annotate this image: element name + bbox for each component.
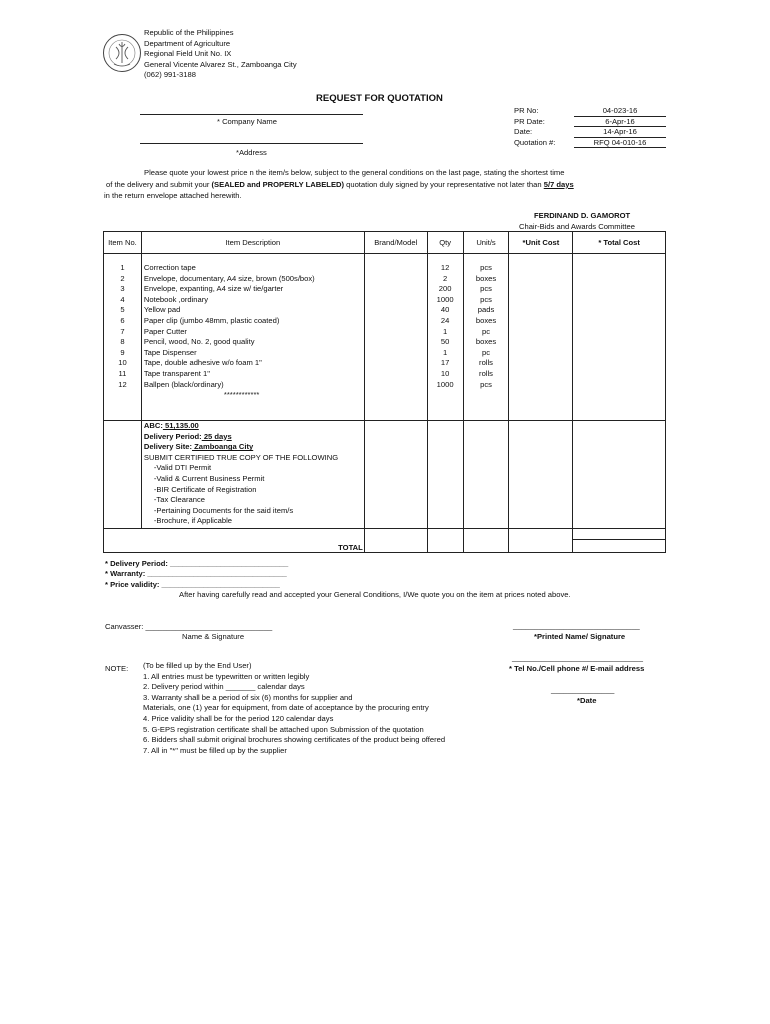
- address-label: *Address: [236, 148, 267, 157]
- header-total-cost: * Total Cost: [573, 232, 666, 254]
- item-number: 8: [120, 337, 125, 347]
- items-table: [103, 231, 666, 553]
- item-number: 4: [120, 294, 125, 304]
- item-number: 12: [118, 379, 127, 389]
- item-description: Ballpen (black/ordinary): [143, 379, 224, 389]
- note-item: Materials, one (1) year for equipment, from date of acceptance by the procuring entry: [143, 703, 429, 713]
- qty-column: [427, 254, 463, 421]
- item-unit: rolls: [479, 358, 493, 368]
- company-name-label: * Company Name: [217, 117, 277, 126]
- canvasser-field[interactable]: Canvasser: ______________________________: [105, 622, 273, 631]
- item-description: Tape, double adhesive w/o foam 1": [143, 358, 262, 368]
- item-unit: boxes: [475, 315, 497, 325]
- printed-name-line[interactable]: ______________________________: [513, 621, 640, 630]
- abc-line: [144, 421, 364, 432]
- item-qty: 1000: [436, 294, 454, 304]
- item-description: Yellow pad: [143, 305, 181, 315]
- header-item-no: Item No.: [104, 232, 142, 254]
- agency-line: Republic of the Philippines: [144, 28, 234, 37]
- signatory-title: Chair-Bids and Awards Committee: [519, 222, 635, 231]
- tel-label: * Tel No./Cell phone #/ E-mail address: [509, 664, 645, 673]
- requirement-item: -Valid DTI Permit: [153, 463, 212, 473]
- item-qty: 40: [440, 305, 450, 315]
- intro-sealed-text: (SEALED and PROPERLY LABELED): [211, 180, 345, 189]
- item-unit: pcs: [480, 284, 492, 294]
- brand-column: [364, 254, 427, 421]
- header-qty: Qty: [427, 232, 463, 254]
- delivery-value: 25 days: [201, 431, 232, 441]
- tel-line[interactable]: _______________________________: [512, 653, 643, 662]
- item-number: 9: [120, 347, 125, 357]
- item-number: 2: [120, 273, 125, 283]
- requirement-item: -BIR Certificate of Registration: [153, 484, 257, 494]
- quotation-value: RFQ 04-010-16: [593, 137, 647, 147]
- item-qty: 200: [438, 284, 452, 294]
- item-description: Envelope, expanting, A4 size w/ tie/garter: [143, 284, 284, 294]
- name-signature-label: Name & Signature: [182, 632, 245, 641]
- item-description: Tape transparent 1": [143, 368, 210, 378]
- requirement-item: -Tax Clearance: [153, 495, 205, 505]
- note-item: 4. Price validity shall be for the period 120 calendar days: [143, 713, 334, 723]
- item-qty: 24: [440, 315, 450, 325]
- item-unit: pcs: [480, 294, 492, 304]
- price-validity-field[interactable]: * Price validity: ____________________________: [105, 580, 280, 589]
- item-qty: 17: [440, 358, 450, 368]
- agency-line: (062) 991-3188: [144, 70, 196, 80]
- date-sign-label: *Date: [577, 696, 597, 705]
- item-description: Notebook ,ordinary: [143, 294, 209, 304]
- table-header-row: [104, 232, 666, 254]
- item-number: 10: [118, 358, 127, 368]
- item-number: 7: [120, 326, 125, 336]
- note-label: NOTE:: [105, 664, 129, 673]
- item-qty: 12: [440, 263, 450, 272]
- total-label: TOTAL: [141, 529, 364, 553]
- intro-text: of the delivery and submit your: [106, 180, 212, 189]
- item-no-column: [104, 254, 142, 421]
- unit-column: [463, 254, 509, 421]
- requirement-item: -Valid & Current Business Permit: [153, 473, 265, 483]
- note-item: 7. All in "*" must be filled up by the supplier: [143, 745, 287, 755]
- item-unit: pads: [477, 305, 495, 315]
- total-value-cell: [573, 529, 666, 553]
- item-qty: 10: [440, 368, 450, 378]
- submit-line: SUBMIT CERTIFIED TRUE COPY OF THE FOLLOWING: [143, 452, 339, 462]
- note-item: 5. G-EPS registration certificate shall be attached upon Submission of the quotation: [143, 724, 424, 734]
- item-number: 3: [120, 284, 125, 294]
- total-cost-column: [573, 254, 666, 421]
- pr-no-value: 04-023-16: [602, 106, 638, 115]
- item-description: Tape Dispenser: [143, 347, 197, 357]
- item-unit: boxes: [475, 337, 497, 347]
- header-unit: Unit/s: [463, 232, 509, 254]
- site-value: Zamboanga City: [192, 442, 254, 452]
- note-item: 6. Bidders shall submit original brochures showing certificates of the product being offered: [143, 735, 446, 745]
- item-number: 6: [120, 315, 125, 325]
- items-body-row: [104, 254, 666, 421]
- agency-header: [144, 28, 297, 81]
- item-unit: pc: [482, 347, 491, 357]
- quotation-label: Quotation #:: [514, 137, 556, 147]
- unit-cost-column: [509, 254, 573, 421]
- item-unit: rolls: [479, 368, 493, 378]
- pr-date-value: 6-Apr-16: [605, 116, 635, 126]
- warranty-field[interactable]: * Warranty: _________________________________: [105, 569, 287, 578]
- item-qty: 50: [440, 337, 450, 347]
- item-number: 11: [118, 368, 127, 378]
- site-line: [144, 442, 364, 453]
- pr-date-label: PR Date:: [514, 116, 545, 126]
- delivery-line: [144, 432, 364, 443]
- description-column: [141, 254, 364, 421]
- notes-list: [143, 661, 446, 755]
- item-number: 1: [120, 263, 125, 272]
- stars-line: ************: [223, 390, 260, 400]
- agency-line: Regional Field Unit No. IX: [144, 49, 232, 59]
- item-number: 5: [120, 305, 125, 315]
- acceptance-statement: After having carefully read and accepted your General Conditions, I/We quote you on the item at prices noted above.: [179, 590, 571, 599]
- signatory-name: FERDINAND D. GAMOROT: [534, 211, 631, 220]
- delivery-period-field[interactable]: * Delivery Period: ____________________________: [105, 559, 289, 568]
- item-description: Correction tape: [143, 263, 196, 272]
- requirement-item: -Pertaining Documents for the said item/s: [153, 505, 294, 515]
- intro-text: quotation duly signed by your representative not later than: [344, 180, 544, 189]
- note-item: 1. All entries must be typewritten or written legibly: [143, 671, 310, 681]
- meta-labels: [514, 106, 555, 148]
- header-description: Item Description: [141, 232, 364, 254]
- item-qty: 2: [443, 273, 448, 283]
- abc-value: 51,135.00: [162, 421, 199, 430]
- item-qty: 1: [443, 326, 448, 336]
- item-qty: 1000: [436, 379, 454, 389]
- item-description: Envelope, documentary, A4 size, brown (500s/box): [143, 273, 315, 283]
- note-item: 2. Delivery period within _______ calendar days: [143, 682, 305, 692]
- abc-label: ABC:: [143, 421, 163, 430]
- requirements-row: [104, 421, 666, 529]
- page-title: REQUEST FOR QUOTATION: [316, 93, 443, 104]
- total-row: [104, 529, 666, 553]
- requirements-cell: [141, 421, 364, 529]
- date-line[interactable]: _______________: [551, 685, 615, 694]
- item-description: Paper clip (jumbo 48mm, plastic coated): [143, 315, 280, 325]
- delivery-label: Delivery Period:: [143, 431, 202, 441]
- note-intro: (To be filled up by the End User): [143, 661, 252, 670]
- item-unit: boxes: [475, 273, 497, 283]
- intro-line-3: in the return envelope attached herewith.: [104, 191, 242, 200]
- printed-name-label: *Printed Name/ Signature: [534, 632, 626, 641]
- agency-line: Department of Agriculture: [144, 38, 231, 48]
- agency-seal-logo: [102, 33, 142, 73]
- note-item: 3. Warranty shall be a period of six (6) months for supplier and: [143, 692, 353, 702]
- agency-line: General Vicente Alvarez St., Zamboanga City: [144, 59, 297, 69]
- pr-no-label: PR No:: [514, 106, 539, 115]
- date-value: 14-Apr-16: [603, 127, 637, 137]
- item-description: Paper Cutter: [143, 326, 187, 336]
- item-unit: pcs: [480, 379, 492, 389]
- date-label: Date:: [514, 127, 533, 137]
- item-unit: pc: [482, 326, 491, 336]
- intro-days-text: 5/7 days: [543, 180, 574, 189]
- header-unit-cost: *Unit Cost: [509, 232, 573, 254]
- site-label: Delivery Site:: [143, 442, 193, 452]
- header-brand: Brand/Model: [364, 232, 427, 254]
- intro-line-1: Please quote your lowest price n the item/s below, subject to the general conditions on the last page, stating the shortest time: [144, 168, 565, 177]
- item-qty: 1: [443, 347, 448, 357]
- meta-values: [574, 106, 666, 148]
- item-unit: pcs: [480, 263, 492, 272]
- intro-line-2: [106, 180, 574, 189]
- item-description: Pencil, wood, No. 2, good quality: [143, 337, 255, 347]
- requirement-item: -Brochure, if Applicable: [153, 516, 232, 526]
